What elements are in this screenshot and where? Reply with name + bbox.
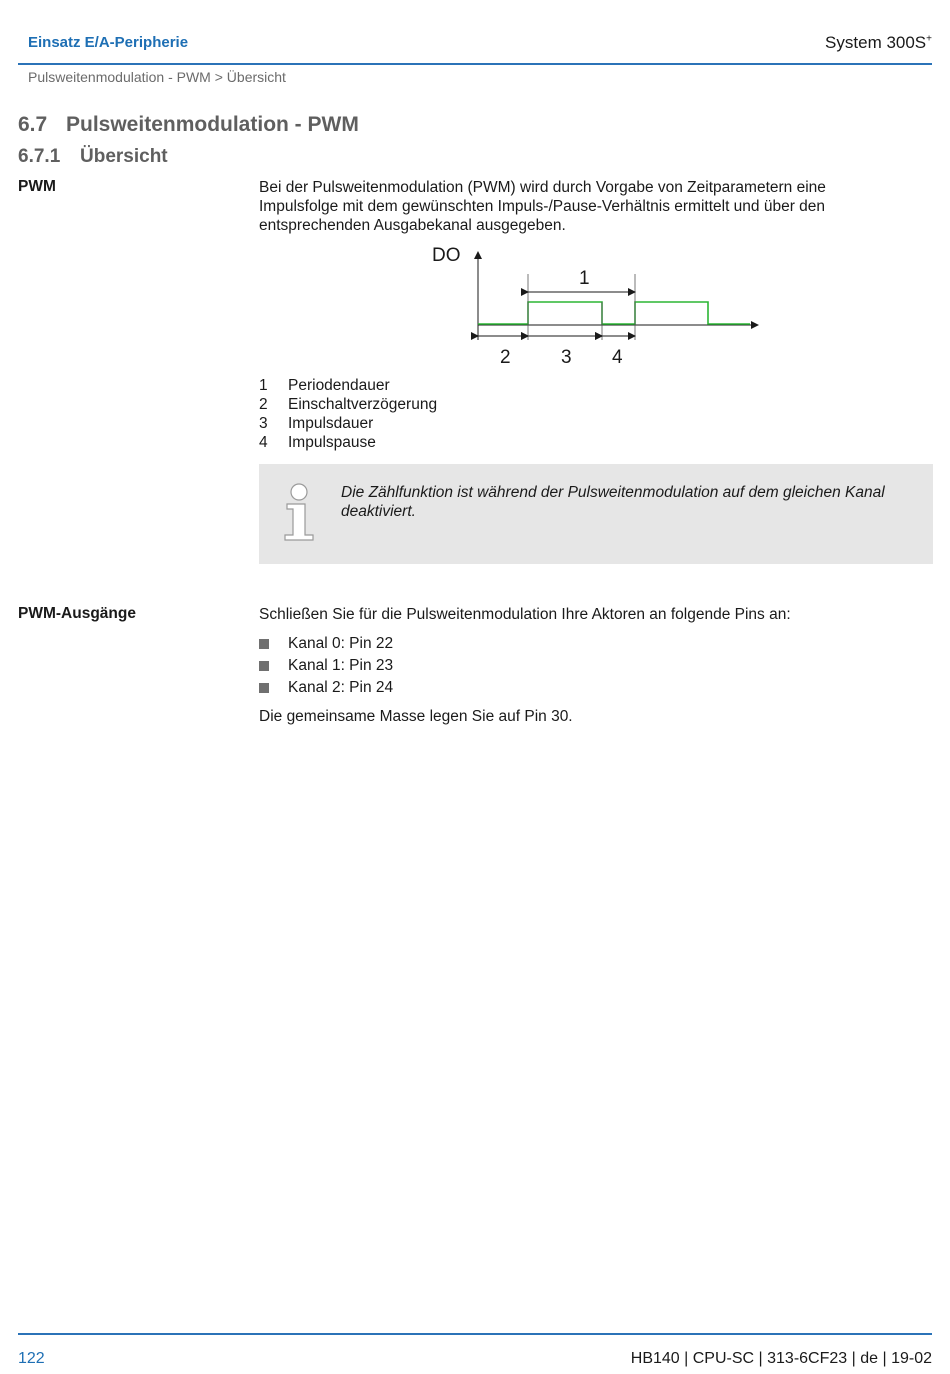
legend-label: Impulspause [288,434,376,451]
info-icon [281,482,317,544]
outputs-intro: Schließen Sie für die Pulsweitenmodulation Ihre Aktoren an folgende Pins an: [259,606,791,623]
marker-pause: 4 [612,347,623,368]
header-rule [18,63,932,65]
legend-row [259,414,437,433]
footer-rule [18,1333,932,1335]
info-note-text: Die Zählfunktion ist während der Pulsweitenmodulation auf dem gleichen Kanal deaktiviert. [341,484,885,520]
pin-list [259,633,393,699]
legend-number: 4 [259,434,268,451]
legend-row [259,395,437,414]
document-reference: HB140 | CPU-SC | 313-6CF23 | de | 19-02 [630,1350,932,1367]
diagram-axis-label: DO [432,245,461,266]
legend-label: Einschaltverzögerung [288,396,438,413]
section-number: 6.7 [18,113,48,136]
list-item-text: Kanal 2: Pin 24 [288,679,394,696]
pwm-signal-line [478,302,750,324]
list-item [259,655,393,677]
marker-delay: 2 [500,347,511,368]
page-number: 122 [18,1350,45,1367]
pwm-timing-diagram [420,240,780,370]
legend-row [259,433,437,452]
list-item [259,633,393,655]
pwm-side-label: PWM [18,178,56,195]
list-item-text: Kanal 0: Pin 22 [288,635,394,652]
subsection-title: Übersicht [80,146,168,167]
list-item-text: Kanal 1: Pin 23 [288,657,394,674]
section-title: Pulsweitenmodulation - PWM [66,113,359,136]
list-item [259,677,393,699]
header-product [825,33,932,53]
marker-period: 1 [579,268,590,289]
subsection-number: 6.7.1 [18,146,61,167]
legend-label: Periodendauer [288,377,390,394]
bullet-square-icon [259,639,269,649]
section-heading [18,113,359,137]
legend-row [259,376,437,395]
diagram-legend [259,376,437,452]
subsection-heading [18,146,168,168]
info-note-box [259,464,933,564]
header-product-name: System 300S [825,33,927,52]
breadcrumb[interactable]: Pulsweitenmodulation - PWM > Übersicht [28,69,286,85]
legend-number: 3 [259,415,268,432]
outputs-outro: Die gemeinsame Masse legen Sie auf Pin 30. [259,708,573,725]
pwm-intro: Bei der Pulsweitenmodulation (PWM) wird durch Vorgabe von Zeitparametern eine Impulsfolge mit dem gewünschten Impuls-/Pause-Verhältnis ermittelt und über den entsprechenden Ausgabekanal ausgegeben. [259,179,826,234]
legend-number: 1 [259,377,268,394]
outputs-side-label: PWM-Ausgänge [18,605,136,622]
legend-number: 2 [259,396,268,413]
header-chapter: Einsatz E/A-Peripherie [28,34,189,51]
bullet-square-icon [259,683,269,693]
marker-pulse: 3 [561,347,572,368]
bullet-square-icon [259,661,269,671]
header-product-sup: + [926,33,932,45]
legend-label: Impulsdauer [288,415,374,432]
